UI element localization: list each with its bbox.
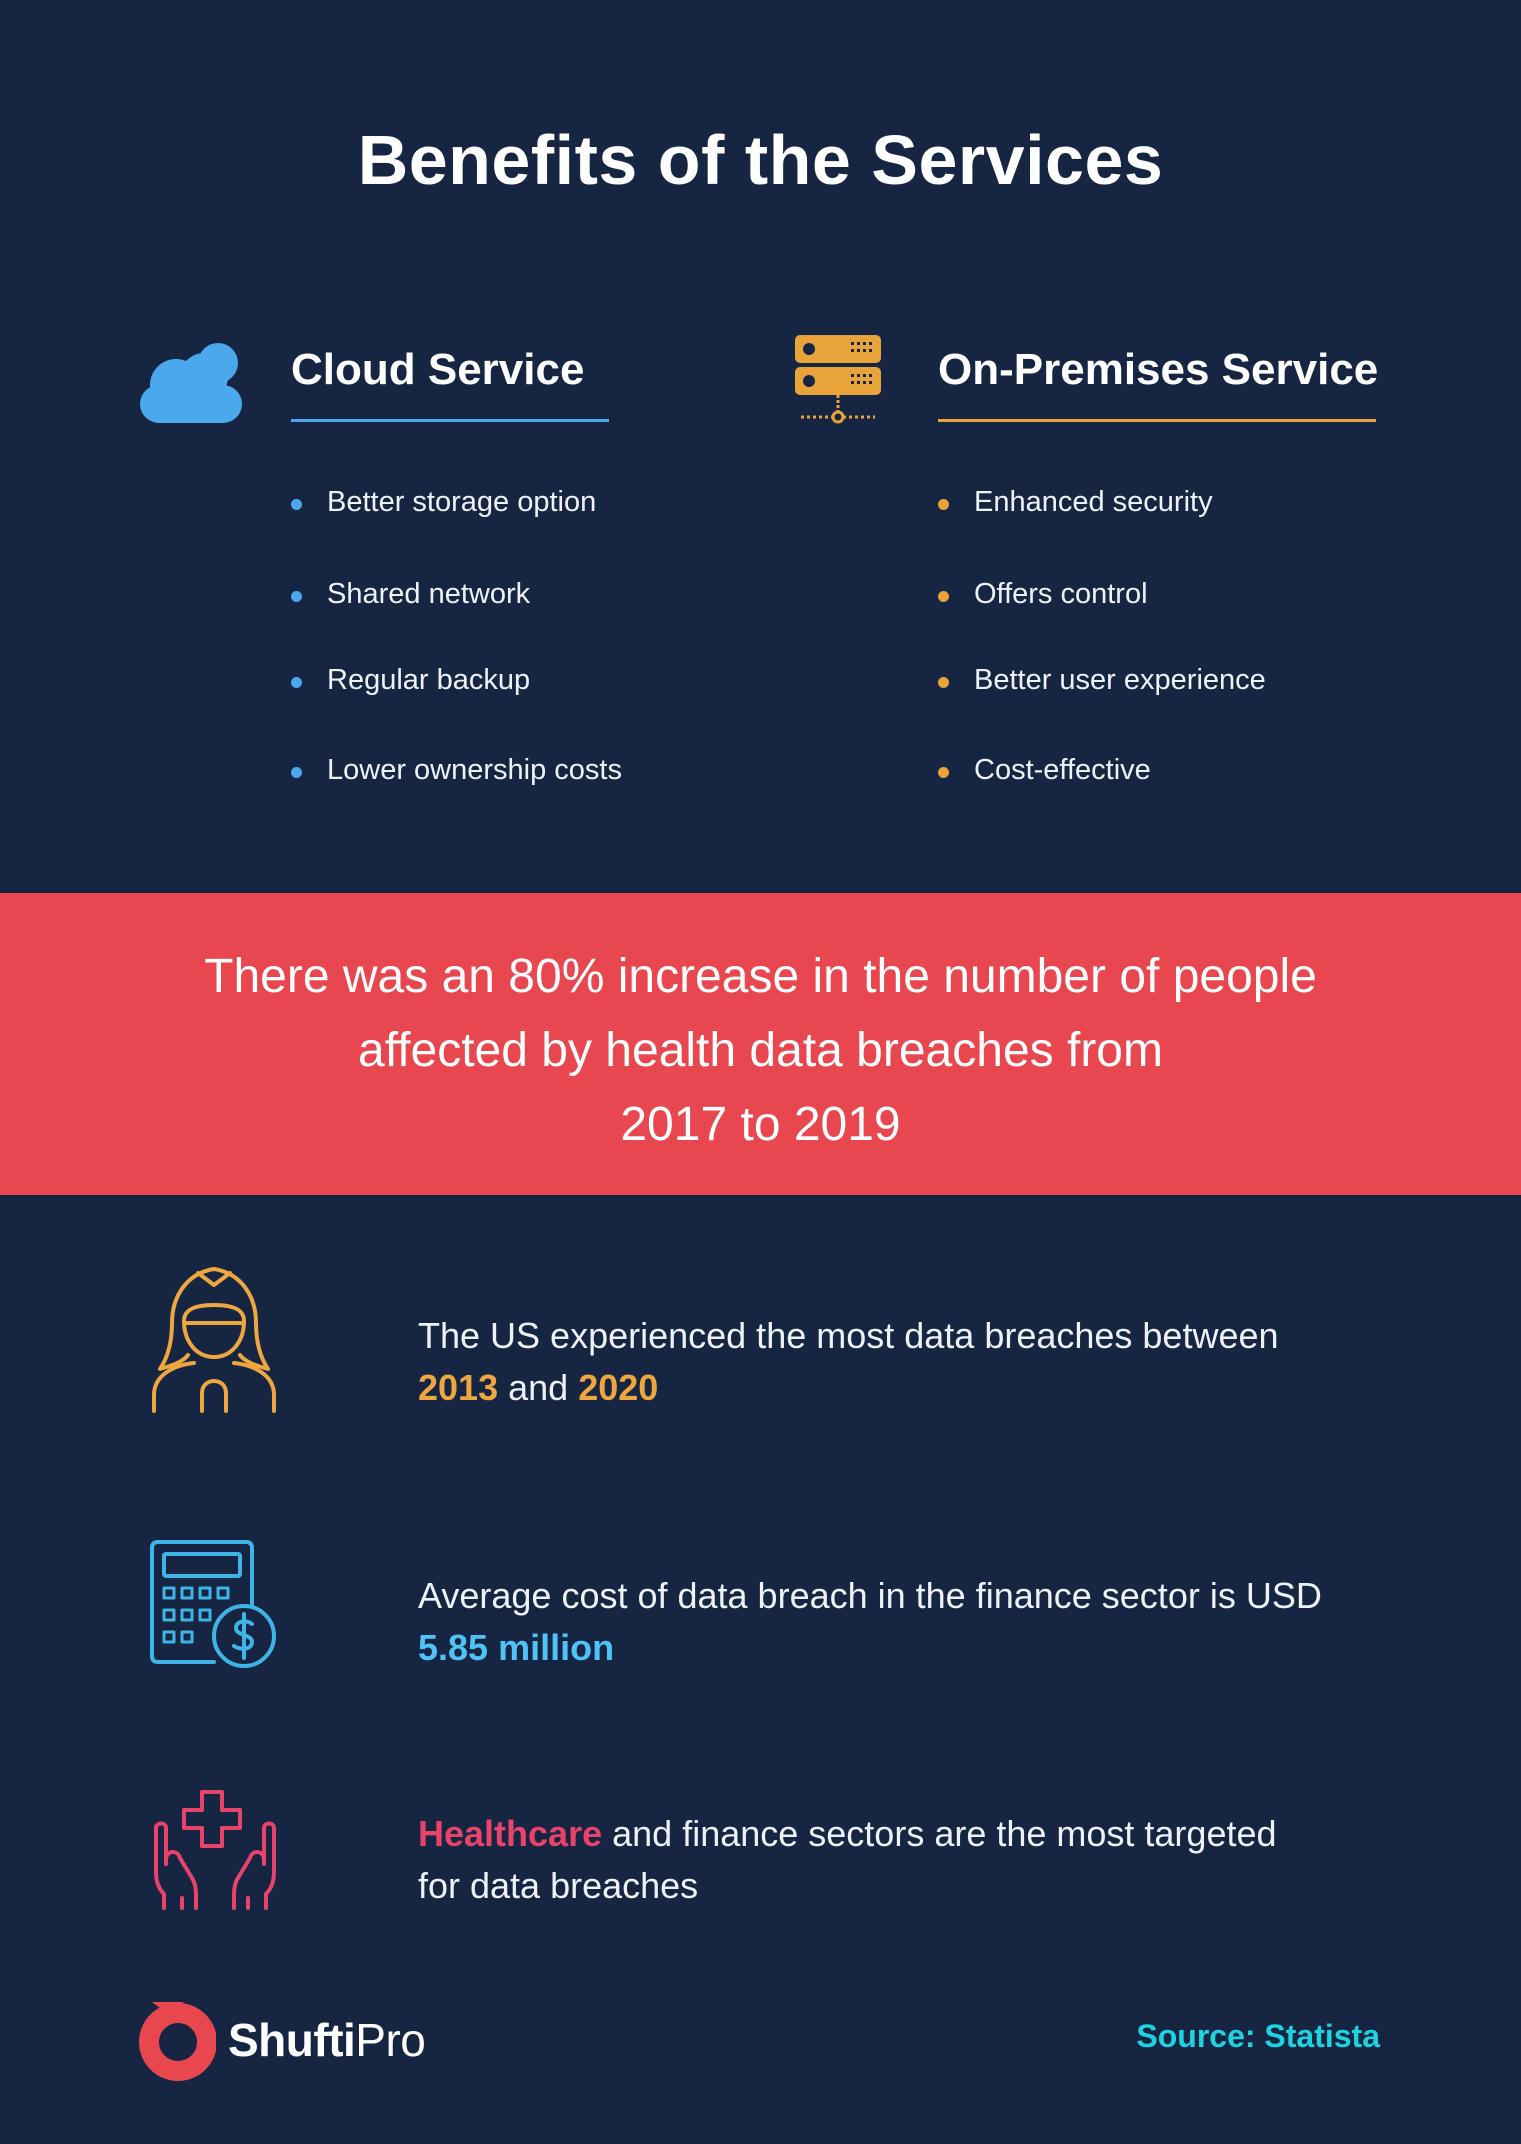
bullet-dot bbox=[938, 499, 949, 510]
bullet-dot bbox=[291, 677, 302, 688]
bullet-dot bbox=[291, 767, 302, 778]
page-title: Benefits of the Services bbox=[357, 121, 1164, 199]
fact-targeted-sectors: Healthcare and finance sectors are the most targeted for data breaches bbox=[418, 1813, 1277, 1906]
server-icon bbox=[793, 333, 883, 425]
cloud-heading-underline bbox=[291, 419, 609, 422]
cloud-service-heading: Cloud Service bbox=[291, 345, 585, 394]
bullet-dot bbox=[291, 591, 302, 602]
bullet-dot bbox=[938, 591, 949, 602]
bullet-dot bbox=[291, 499, 302, 510]
on-premises-heading-underline bbox=[938, 419, 1376, 422]
calculator-dollar-icon bbox=[148, 1540, 280, 1670]
bullet-dot bbox=[938, 677, 949, 688]
banner-line: 2017 to 2019 bbox=[620, 1098, 901, 1151]
hacker-icon bbox=[148, 1265, 280, 1413]
banner-statistic-text bbox=[0, 940, 1521, 1162]
banner-line: affected by health data breaches from bbox=[358, 1024, 1163, 1077]
highlight-healthcare: Healthcare bbox=[418, 1813, 603, 1854]
healthcare-hands-icon bbox=[154, 1788, 276, 1910]
on-premises-service-heading: On-Premises Service bbox=[938, 345, 1379, 394]
bullet-dot bbox=[938, 767, 949, 778]
fact-finance-cost: Average cost of data breach in the finance sector is USD 5.85 million bbox=[418, 1570, 1418, 1674]
banner-line: There was an 80% increase in the number of people bbox=[204, 950, 1317, 1003]
source-credit: Source: Statista bbox=[1136, 2018, 1380, 2054]
highlight-amount: 5.85 million bbox=[418, 1627, 615, 1668]
brand-name: ShuftiPro bbox=[228, 2014, 426, 2066]
cloud-icon bbox=[138, 333, 250, 425]
shufti-pro-logo-icon bbox=[138, 2000, 216, 2082]
highlight-year: 2013 bbox=[418, 1367, 499, 1408]
highlight-year: 2020 bbox=[578, 1367, 659, 1408]
fact-us-breaches: The US experienced the most data breaches between 2013 and 2020 bbox=[418, 1315, 1279, 1408]
